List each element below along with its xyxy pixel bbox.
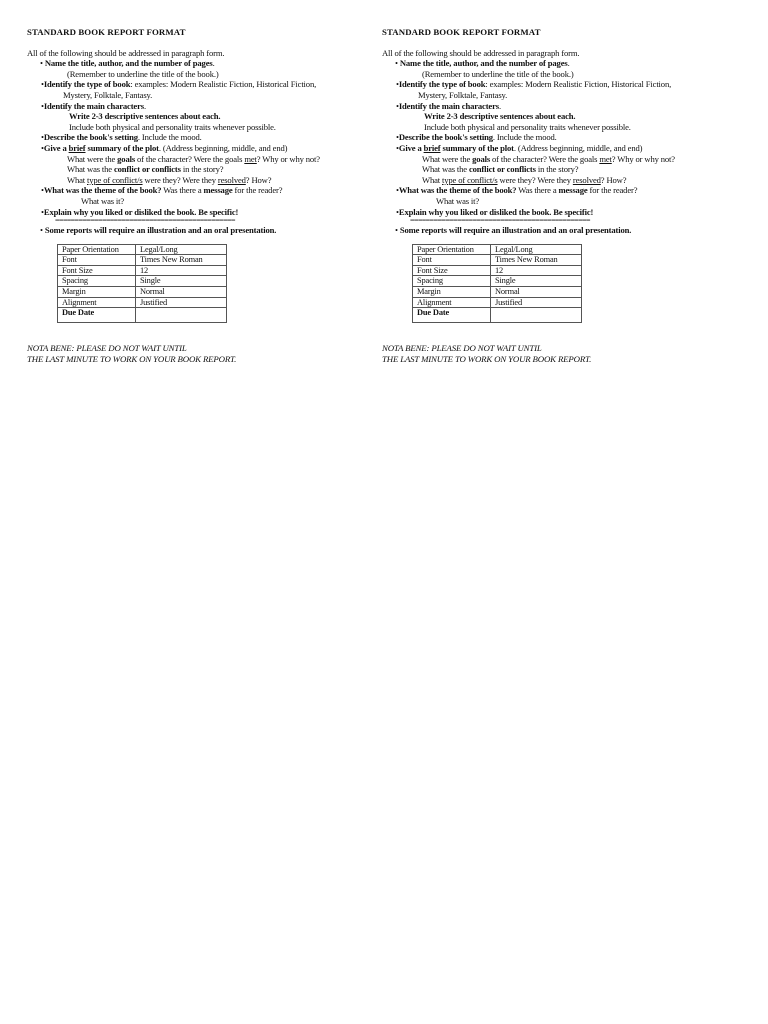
text-run-bold: message xyxy=(203,185,233,196)
item-type-of-book xyxy=(382,79,732,90)
item-name-title xyxy=(382,58,732,69)
separator-line: ============================================== xyxy=(410,216,590,226)
text-run: were they? Were they xyxy=(497,174,573,185)
table-row xyxy=(58,297,227,308)
spec-value: Single xyxy=(491,276,582,287)
item-text: . xyxy=(567,58,570,69)
spec-value: Justified xyxy=(136,297,227,308)
item-text: . (Address beginning, middle, and end) xyxy=(158,142,288,153)
item-sub-what-was-it: What was it? xyxy=(81,195,125,206)
spec-label: Alignment xyxy=(58,297,136,308)
item-text: . xyxy=(212,58,215,69)
spec-label: Font xyxy=(58,255,136,266)
spec-label: Paper Orientation xyxy=(58,244,136,255)
text-run: of the character? Were the goals xyxy=(135,153,245,164)
nota-bene xyxy=(27,343,377,364)
text-run: What were the xyxy=(67,153,118,164)
item-label: Name the title, author, and the number of pages xyxy=(399,58,568,69)
format-spec-body xyxy=(58,244,227,323)
nota-bene xyxy=(382,343,732,364)
text-run: ? How? xyxy=(245,174,272,185)
spec-value: Justified xyxy=(491,297,582,308)
nota-line: NOTA BENE: PLEASE DO NOT WAIT UNTIL xyxy=(382,343,542,354)
table-row xyxy=(413,265,582,276)
item-label: Name the title, author, and the number of pages xyxy=(44,58,213,69)
spec-value: Normal xyxy=(491,287,582,298)
item-setting xyxy=(382,132,732,143)
bullet: • xyxy=(41,79,44,90)
text-run-bold: conflict or conflicts xyxy=(113,164,181,175)
text-run: in the story? xyxy=(180,164,224,175)
text-run-bold: conflict or conflicts xyxy=(468,164,536,175)
intro-text: All of the following should be addressed in paragraph form. xyxy=(382,47,580,58)
bullet: • xyxy=(41,185,44,196)
text-run-underlined: type of conflict/s xyxy=(442,174,498,185)
item-label: Some reports will require an illustration and an oral presentation. xyxy=(399,225,632,236)
item-theme xyxy=(382,185,732,196)
item-label-underlined: brief xyxy=(68,142,86,153)
bullet: • xyxy=(395,58,398,69)
spec-label: Font xyxy=(413,255,491,266)
item-label: What was the theme of the book? xyxy=(398,185,517,196)
nota-line: THE LAST MINUTE TO WORK ON YOUR BOOK REPORT. xyxy=(27,353,237,364)
text-run: What was the xyxy=(422,164,469,175)
bullet: • xyxy=(396,132,399,143)
spec-label: Paper Orientation xyxy=(413,244,491,255)
item-label: summary of the plot xyxy=(440,142,514,153)
text-run-underlined: met xyxy=(244,153,257,164)
item-label: Identify the type of book xyxy=(43,79,131,90)
item-continuation: Mystery, Folktale, Fantasy. xyxy=(418,89,508,100)
item-sub-conflict xyxy=(27,164,377,175)
report-copy-right xyxy=(382,27,732,364)
item-main-characters xyxy=(27,101,377,112)
table-row xyxy=(413,244,582,255)
table-row xyxy=(58,265,227,276)
item-text: . Include the mood. xyxy=(492,132,557,143)
item-text: : examples: Modern Realistic Fiction, Historical Fiction, xyxy=(485,79,672,90)
spec-value: Times New Roman xyxy=(491,255,582,266)
due-date-row xyxy=(413,308,582,323)
spec-label: Margin xyxy=(58,287,136,298)
table-row xyxy=(58,276,227,287)
text-run: What was the xyxy=(67,164,114,175)
item-type-of-book xyxy=(27,79,377,90)
item-theme xyxy=(27,185,377,196)
format-spec-table xyxy=(57,244,227,324)
separator-line: ============================================== xyxy=(55,216,235,226)
bullet: • xyxy=(395,225,398,236)
spec-label: Font Size xyxy=(58,265,136,276)
item-sub-include: Include both physical and personality traits whenever possible. xyxy=(69,121,276,132)
text-run: What xyxy=(67,174,88,185)
spec-value: Legal/Long xyxy=(491,244,582,255)
text-run: Was there a xyxy=(516,185,559,196)
item-sub-conflict xyxy=(382,164,732,175)
text-run-underlined: resolved xyxy=(572,174,601,185)
item-label: Identify the main characters xyxy=(398,100,499,111)
due-date-row xyxy=(58,308,227,323)
spec-label: Spacing xyxy=(58,276,136,287)
text-run: What xyxy=(422,174,443,185)
item-label: Give a xyxy=(398,142,424,153)
bullet: • xyxy=(396,100,399,111)
item-label: Explain why you liked or disliked the book. Be specific! xyxy=(398,206,594,217)
spec-value: Times New Roman xyxy=(136,255,227,266)
text-run-bold: message xyxy=(558,185,588,196)
item-label: Describe the book's setting xyxy=(398,132,493,143)
spec-value: Normal xyxy=(136,287,227,298)
item-label: Explain why you liked or disliked the book. Be specific! xyxy=(43,206,239,217)
text-run-underlined: resolved xyxy=(217,174,246,185)
bullet: • xyxy=(41,142,44,153)
item-label: What was the theme of the book? xyxy=(43,185,162,196)
item-note: (Remember to underline the title of the book.) xyxy=(422,68,574,79)
spec-label: Spacing xyxy=(413,276,491,287)
item-sub-write: Write 2-3 descriptive sentences about each. xyxy=(69,111,221,122)
item-label: Give a xyxy=(43,142,69,153)
item-label: Identify the main characters xyxy=(43,100,144,111)
item-text: . (Address beginning, middle, and end) xyxy=(513,142,643,153)
text-run: Was there a xyxy=(161,185,204,196)
item-label: Identify the type of book xyxy=(398,79,486,90)
item-label: Describe the book's setting xyxy=(43,132,138,143)
item-sub-goals xyxy=(27,154,377,165)
item-some-reports xyxy=(27,225,377,236)
item-plot-summary xyxy=(27,143,377,154)
item-text: . xyxy=(143,100,146,111)
text-run: in the story? xyxy=(535,164,579,175)
text-run: for the reader? xyxy=(587,185,638,196)
intro-text: All of the following should be addressed in paragraph form. xyxy=(27,47,225,58)
item-text: . Include the mood. xyxy=(137,132,202,143)
item-sub-conflict-type xyxy=(382,175,732,186)
report-title: STANDARD BOOK REPORT FORMAT xyxy=(27,27,186,37)
item-sub-include: Include both physical and personality traits whenever possible. xyxy=(424,121,631,132)
item-label: summary of the plot xyxy=(85,142,159,153)
item-label-underlined: brief xyxy=(423,142,441,153)
spec-value: Single xyxy=(136,276,227,287)
nota-line: THE LAST MINUTE TO WORK ON YOUR BOOK REPORT. xyxy=(382,353,592,364)
text-run: ? Why or why not? xyxy=(256,153,320,164)
due-date-value[interactable] xyxy=(136,308,227,323)
bullet: • xyxy=(40,225,43,236)
item-plot-summary xyxy=(382,143,732,154)
table-row xyxy=(413,276,582,287)
bullet: • xyxy=(396,185,399,196)
table-row xyxy=(58,244,227,255)
spec-label: Alignment xyxy=(413,297,491,308)
format-spec-body xyxy=(413,244,582,323)
due-date-label: Due Date xyxy=(58,308,136,323)
item-text: . xyxy=(498,100,501,111)
item-sub-conflict-type xyxy=(27,175,377,186)
text-run: for the reader? xyxy=(232,185,283,196)
bullet: • xyxy=(396,206,399,217)
bullet: • xyxy=(396,79,399,90)
format-spec-table xyxy=(412,244,582,324)
bullet: • xyxy=(41,100,44,111)
item-label: Some reports will require an illustration and an oral presentation. xyxy=(44,225,277,236)
item-sub-goals xyxy=(382,154,732,165)
table-row xyxy=(413,287,582,298)
item-main-characters xyxy=(382,101,732,112)
item-text: : examples: Modern Realistic Fiction, Historical Fiction, xyxy=(130,79,317,90)
spec-value: 12 xyxy=(491,265,582,276)
report-copy-left xyxy=(27,27,377,364)
table-row xyxy=(58,255,227,266)
table-row xyxy=(58,287,227,298)
text-run-bold: goals xyxy=(117,153,136,164)
due-date-label: Due Date xyxy=(413,308,491,323)
bullet: • xyxy=(40,58,43,69)
bullet: • xyxy=(396,142,399,153)
spec-label: Font Size xyxy=(413,265,491,276)
text-run-bold: goals xyxy=(472,153,491,164)
bullet: • xyxy=(41,132,44,143)
spec-label: Margin xyxy=(413,287,491,298)
item-note: (Remember to underline the title of the book.) xyxy=(67,68,219,79)
item-some-reports xyxy=(382,225,732,236)
text-run-underlined: type of conflict/s xyxy=(87,174,143,185)
report-title: STANDARD BOOK REPORT FORMAT xyxy=(382,27,541,37)
table-row xyxy=(413,255,582,266)
item-sub-what-was-it: What was it? xyxy=(436,195,480,206)
text-run: of the character? Were the goals xyxy=(490,153,600,164)
spec-value: 12 xyxy=(136,265,227,276)
nota-line: NOTA BENE: PLEASE DO NOT WAIT UNTIL xyxy=(27,343,187,354)
text-run-underlined: met xyxy=(599,153,612,164)
item-name-title xyxy=(27,58,377,69)
item-continuation: Mystery, Folktale, Fantasy. xyxy=(63,89,153,100)
item-setting xyxy=(27,132,377,143)
item-sub-write: Write 2-3 descriptive sentences about each. xyxy=(424,111,576,122)
spec-value: Legal/Long xyxy=(136,244,227,255)
text-run: were they? Were they xyxy=(142,174,218,185)
bullet: • xyxy=(41,206,44,217)
due-date-value[interactable] xyxy=(491,308,582,323)
text-run: What were the xyxy=(422,153,473,164)
table-row xyxy=(413,297,582,308)
text-run: ? Why or why not? xyxy=(611,153,675,164)
text-run: ? How? xyxy=(600,174,627,185)
